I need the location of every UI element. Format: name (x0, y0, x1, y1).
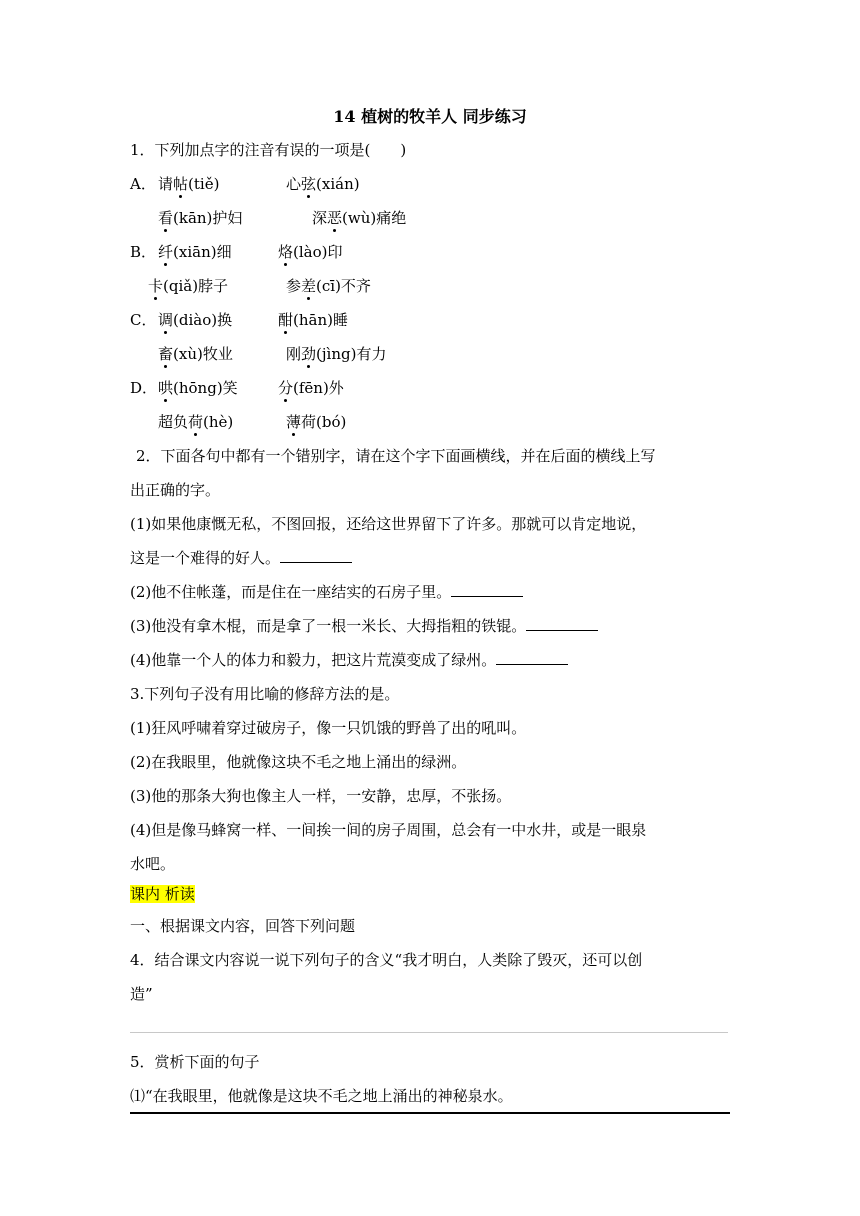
q1-option-a-item-4: 深恶(wù)痛绝 (312, 209, 407, 227)
q1-option-b-item-4: 参差(cī)不齐 (286, 277, 371, 295)
q1-option-d-item-3: 超负荷(hè) (158, 413, 234, 431)
q1-stem: 1．下列加点字的注音有误的一项是( ) (130, 141, 407, 159)
q2-answer-blank-1[interactable] (280, 548, 352, 563)
q3-stem: 3.下列句子没有用比喻的修辞方法的是。 (130, 685, 400, 703)
q2-answer-blank-2[interactable] (451, 582, 523, 597)
q4-answer-line[interactable] (130, 1032, 728, 1033)
q1-option-d-label: D． (130, 379, 158, 397)
q2-stem-line-2: 出正确的字。 (130, 481, 221, 499)
q3-sentence-3: (3)他的那条大狗也像主人一样，一安静，忠厚，不张扬。 (130, 787, 512, 805)
q2-sentence-1-line-1: (1)如果他康慨无私，不图回报，还给这世界留下了许多。那就可以肯定地说， (130, 515, 647, 533)
q1-option-c-item-3: 畜(xù)牧业 (158, 345, 233, 363)
q1-option-a-item-2: 心弦(xián) (286, 175, 360, 193)
q2-sentence-3: (3)他没有拿木棍，而是拿了一根一米长、大拇指粗的铁锟。 (130, 616, 598, 636)
q1-option-c-item-4: 刚劲(jìng)有力 (286, 345, 387, 363)
q2-sentence-4: (4)他靠一个人的体力和毅力，把这片荒漠变成了绿州。 (130, 650, 568, 670)
q1-option-a-item-1: 请帖(tiě) (158, 175, 220, 193)
q5-answer-line[interactable] (130, 1112, 730, 1114)
q1-option-c-item-2: 酣(hān)睡 (278, 311, 348, 329)
q2-sentence-1-line-2: 这是一个难得的好人。 (130, 548, 352, 568)
q1-option-d-item-1: 哄(hōng)笑 (158, 379, 238, 397)
q1-option-c-label: C． (130, 311, 157, 329)
q1-option-d-item-2: 分(fēn)外 (278, 379, 344, 397)
q3-sentence-2: (2)在我眼里，他就像这块不毛之地上涌出的绿洲。 (130, 753, 467, 771)
q2-answer-blank-3[interactable] (526, 616, 598, 631)
q2-answer-blank-4[interactable] (496, 650, 568, 665)
q1-option-b-item-1: 纤(xiān)细 (158, 243, 232, 261)
q2-stem-line-1: 2．下面各句中都有一个错别字，请在这个字下面画横线，并在后面的横线上写 (136, 447, 656, 465)
q3-sentence-4-line-2: 水吧。 (130, 855, 176, 873)
page-title: 14 植树的牧羊人 同步练习 (333, 107, 527, 126)
q2-sentence-2: (2)他不住帐蓬，而是住在一座结实的石房子里。 (130, 582, 523, 602)
q5-stem: 5．赏析下面的句子 (130, 1053, 260, 1071)
q1-option-b-item-3: 卡(qiǎ)脖子 (148, 277, 229, 295)
q4-stem-line-2: 造” (130, 985, 153, 1003)
q3-sentence-1: (1)狂风呼啸着穿过破房子，像一只饥饿的野兽了出的吼叫。 (130, 719, 527, 737)
q1-option-b-item-2: 烙(lào)印 (278, 243, 343, 261)
q4-stem-line-1: 4．结合课文内容说一说下列句子的含义“我才明白，人类除了毁灭，还可以创 (130, 951, 643, 969)
q1-option-a-item-3: 看(kān)护妇 (158, 209, 243, 227)
section-highlight-label: 课内 析读 (130, 885, 195, 903)
q1-option-b-label: B． (130, 243, 157, 261)
q1-option-d-item-4: 薄荷(bó) (286, 413, 347, 431)
q3-sentence-4-line-1: (4)但是像马蜂窝一样、一间挨一间的房子周围，总会有一中水井，或是一眼泉 (130, 821, 647, 839)
q1-option-c-item-1: 调(diào)换 (158, 311, 233, 329)
section-heading: 一、根据课文内容，回答下列问题 (130, 917, 356, 935)
q5-sentence-1: ⑴“在我眼里，他就像是这块不毛之地上涌出的神秘泉水。 (130, 1087, 513, 1105)
q1-option-a-label: A． (130, 175, 156, 193)
